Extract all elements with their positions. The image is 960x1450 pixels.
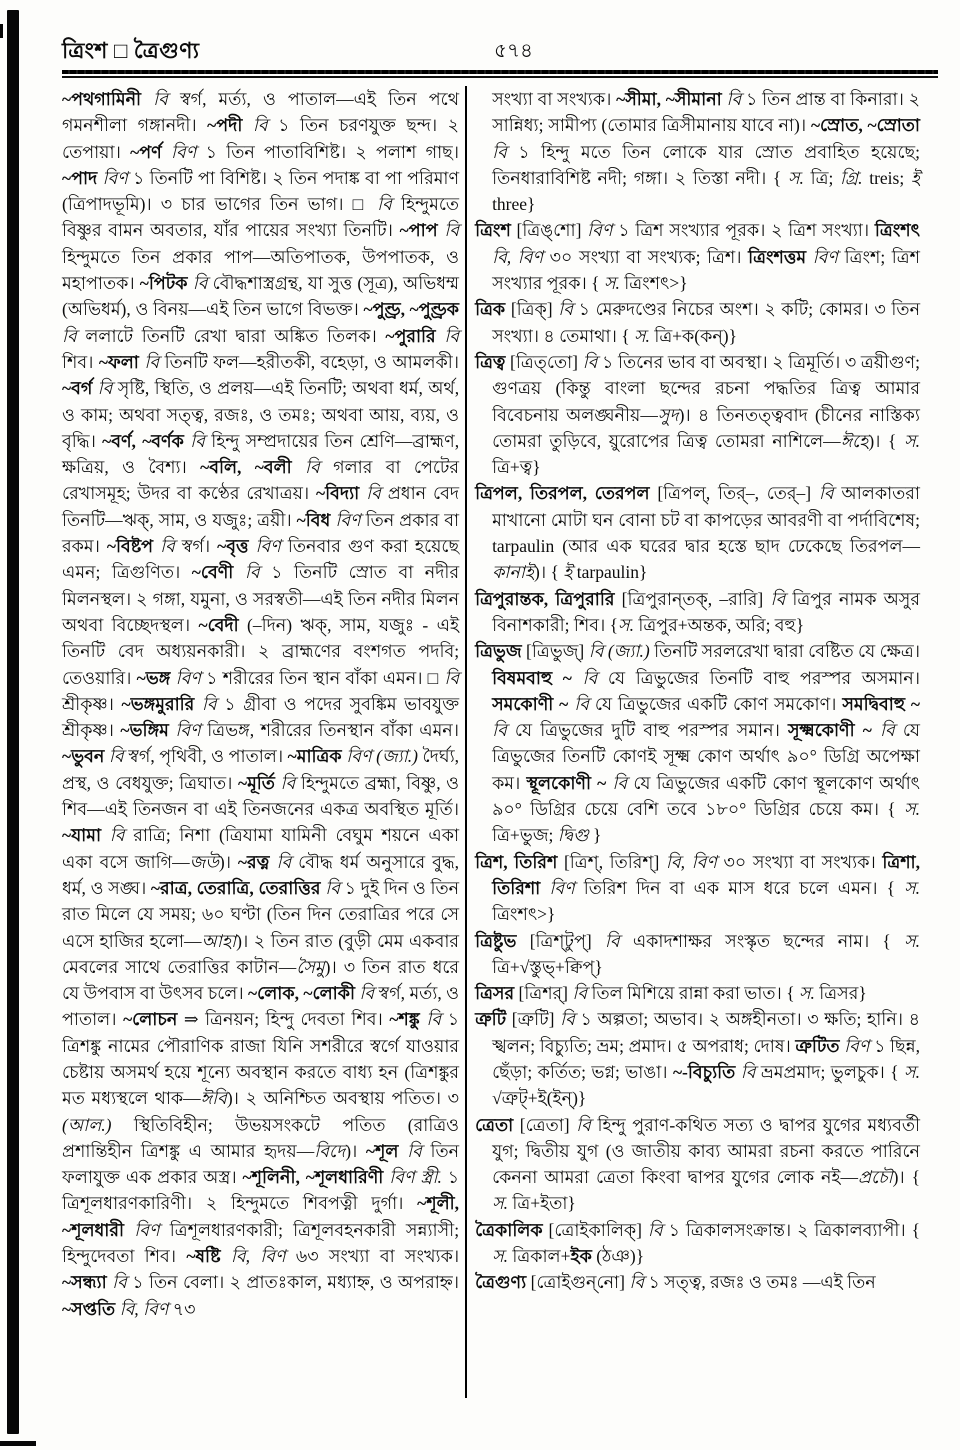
headword-text: ~বর্গ [62, 378, 98, 399]
page-title: ত্রিংশ □ ত্রৈগুণ্য [62, 38, 200, 63]
headword-text: ত্রিংশ [475, 220, 517, 241]
entry-text: বি [305, 457, 334, 478]
entry-text: বি [192, 273, 213, 294]
headword-text: ~বেদী [198, 614, 247, 635]
entry-text: [ত্রোইকালিক্] [548, 1219, 648, 1240]
entry-text: স. [634, 325, 655, 346]
entry-text: (ঠঞ)} [596, 1246, 645, 1267]
entry-text: ত্রিংশৎ>} [624, 273, 688, 294]
entry-text: [ত্রিপল্, তির্–, তের্–] [657, 483, 819, 504]
entry-text: [ত্রিঙ্‌শো] [516, 220, 588, 241]
entry-text: বি [492, 720, 515, 741]
entry-text: জউ [189, 851, 219, 872]
entry-text: )। { [868, 430, 905, 451]
entry-text: স্বর্গ, মর্ত্য, ও পাতাল। [62, 983, 460, 1030]
entry-text: বিদে [314, 1140, 346, 1161]
entry-text: ত্রিসর} [819, 983, 867, 1004]
entry-text: প্রধান বেদ তিনটি—ঋক্, সাম, ও যজুঃ; ত্রয়ী। [62, 483, 460, 530]
entry-text: আলকাতরা মাখানো মোটা ঘন বোনা চট বা কাপড়ের আবরণী বা পর্দাবিশেষ; tarpaulin (আর এক ঘরের দ্বার হস্তে ছাদ ঢেকেছে তিরপল— [492, 483, 920, 557]
entry-text: বি (জ্যা.) [588, 641, 655, 662]
headword-text: ~পুরারি [385, 325, 445, 346]
entry-text: তিনবার গুণ করা হয়েছে এমন; ত্রিগুণিত। [62, 536, 460, 583]
entry-text: তিন প্রকার বা রকম। [62, 509, 460, 557]
headword-text: ত্রিভুজ [475, 641, 527, 662]
entry-text: বি [770, 588, 793, 609]
dictionary-paragraph [475, 217, 920, 296]
entry-text: বি [560, 1009, 581, 1030]
entry-text: কানাই [492, 562, 535, 583]
headword-text: ত্রিপুরান্তক, ত্রিপুরারি [475, 588, 622, 609]
headword-text: ত্রৈকালিক [475, 1219, 549, 1240]
headword-text: ~বলি, ~বলী [200, 457, 306, 478]
entry-text: স্থিতিবিহীন; উভয়সংকটে পতিত (রাত্রিও প্রশান্তিহীন ত্রিশঙ্কু এ আমার হৃদয়— [62, 1114, 460, 1161]
entry-text: ত্রিপুর+অন্তক, অরি; বহু} [638, 614, 805, 635]
headword-text: ~-বিচ্যুতি [672, 1061, 741, 1082]
entry-text: বি [629, 1272, 649, 1293]
headword-text: ~ভঙ্গিম [120, 720, 176, 741]
entry-text: বি [582, 667, 608, 688]
headword-text: ~বেণী [191, 562, 245, 583]
headword-text: ~স্রোত, ~স্রোতা [810, 115, 920, 136]
entry-text: স্বর্গ। [181, 536, 218, 557]
entry-text: স. [787, 167, 811, 188]
entry-text: বিণ (জ্যা.) [346, 746, 423, 767]
entry-text: ত্রি+√স্তুভ্+ক্বিপ্} [492, 956, 603, 977]
headword-text: ত্রিশা, তিরিশা [492, 851, 921, 898]
entry-text: বি [572, 983, 592, 1004]
headword-text: ~শূলিনী, ~শূলধারিণী [242, 1167, 390, 1188]
entry-text: গলার বা পেটের রেখাসমূহ; উদর বা কণ্ঠের রেখাত্রয়। [62, 457, 460, 504]
headword-text: ~বৃত্ত [217, 536, 256, 557]
entry-text: )। ৩ তিন রাত ধরে যে উপবাস বা উৎসব চলে। [62, 956, 460, 1004]
entry-text: স. [618, 614, 639, 635]
entry-text: বি [612, 772, 634, 793]
headword-text: ~যামা [62, 825, 110, 846]
entry-text: যে ত্রিভুজের একটি কোণ স্থূলকোণ অর্থাৎ ৯০° ডিগ্রির চেয়ে বেশি তবে ১৮০° ডিগ্রির চেয়ে কম। { [492, 772, 921, 820]
headword-text: ~লোক, ~লোকী [248, 983, 360, 1004]
entry-text: বি [726, 89, 747, 109]
entry-text: [ত্রিশ্, তিরিশ্] [563, 851, 666, 872]
entry-text: বি [252, 115, 279, 136]
entry-text: ১ শরীরের তিন স্থান বাঁকা এমন। □ [206, 667, 445, 688]
entry-text: বি [576, 1114, 598, 1135]
right-column [475, 86, 920, 1398]
headword-text: ~শূলী, ~শূলধারী [62, 1193, 460, 1240]
entry-text: বি [582, 351, 602, 372]
entry-text: হিন্দুমতে তিন প্রকার পাপ—অতিপাতক, উপপাতক, ও মহাপাতক। [62, 246, 460, 294]
entry-text: ত্রিংশ; ত্রিশ সংখ্যার পূরক। { [492, 246, 920, 294]
headword-text: ~ভুবন [62, 746, 109, 767]
running-head [62, 34, 920, 70]
entry-text: যে ত্রিভুজের তিনটি বাহু পরস্পর অসমান। [607, 667, 921, 688]
dictionary-paragraph [475, 980, 920, 1006]
entry-text: ৬৩ সংখ্যা বা সংখ্যক। [295, 1246, 460, 1267]
headword-text: ত্রুটিত [795, 1035, 845, 1056]
entry-text: বি [276, 851, 299, 872]
entry-text: বি [444, 220, 460, 241]
headword-text: সমদ্বিবাহু ~ [842, 693, 921, 714]
entry-text: বি [112, 1272, 133, 1293]
entry-text: )। { [534, 562, 564, 583]
entry-text: ললাটে তিনটি রেখা দ্বারা অঙ্কিত তিলক। [85, 325, 386, 346]
entry-text: ঈহে [840, 430, 869, 451]
entry-text: ত্রি; [810, 167, 841, 188]
two-column-body [62, 86, 920, 1398]
entry-text: বি [444, 325, 460, 346]
entry-text: [ত্রিভুজ্] [526, 641, 589, 662]
headword-text: ~সপ্ততি [62, 1298, 120, 1319]
entry-text: স্বর্গ, পৃথিবী, ও পাতাল। [128, 746, 288, 767]
headword-text: ~পাদ [62, 167, 103, 188]
entry-text: রাত্রি; নিশা (ত্রিযামা যামিনী বেঘুম শয়নে একা একা বসে জাগি— [62, 825, 460, 872]
entry-text: বি [325, 877, 345, 898]
entry-text: শ্রীকৃষ্ণ। [62, 693, 122, 714]
entry-text: ত্রি+ভুজ; [492, 825, 558, 846]
header-rule-thick [62, 70, 938, 74]
entry-text: ১ তিনটি পা বিশিষ্ট। ২ তিন পদাঙ্ক বা পা পরিমাণ (ত্রিপাদভূমি)। ৩ চার ভাগের তিন ভাগ। □ [62, 167, 460, 215]
entry-text: যে ত্রিভুজের দুটি বাহু পরস্পর সমান। [514, 720, 788, 741]
entry-text: [ত্রেতা] [519, 1114, 577, 1135]
dictionary-paragraph [475, 1006, 920, 1111]
dictionary-paragraph [475, 1269, 920, 1295]
entry-text: সৈমু [296, 956, 325, 977]
headword-text: ~পাপ [399, 220, 445, 241]
entry-text: বিণ [134, 1219, 170, 1240]
headword-text: সমকোণী ~ [492, 693, 575, 714]
headword-text: ~বর্ণ, ~বর্ণক [102, 430, 191, 451]
entry-text: ত্রিংশৎ>} [492, 904, 556, 925]
entry-text: বি [62, 325, 86, 346]
entry-text: } [593, 825, 602, 846]
dictionary-paragraph [62, 86, 459, 1322]
headword-text: ~পিটক [139, 273, 193, 294]
entry-text: স. [904, 930, 920, 951]
headword-text: ~ষষ্টি [186, 1246, 231, 1267]
column-divider-rule [465, 86, 467, 1398]
headword-text: ~শঙ্কু [389, 1009, 427, 1030]
entry-text: স. [904, 877, 920, 898]
dictionary-paragraph [475, 638, 920, 848]
entry-text: ১ তিন বেলা। ২ প্রাতঃকাল, মধ্যাহ্ন, ও অপরাহ্ন। [132, 1272, 460, 1293]
entry-text: ১ তিনটি স্রোত বা নদীর মিলনস্থল। ২ গঙ্গা, যমুনা, ও সরস্বতী—এই তিন নদীর মিলন অথবা বিচ্ছেদস্থল। [62, 562, 460, 635]
headword-text: ~সীমা, ~সীমানা [616, 89, 727, 109]
headword-text: ~মাত্রিক [287, 746, 347, 767]
headword-text: ~পথগামিনী [62, 89, 154, 109]
entry-text: ভ্রমপ্রমাদ; ভুলচুক। { [760, 1061, 905, 1082]
entry-text: একাদশাক্ষর সংস্কৃত ছন্দের নাম। { [632, 930, 905, 951]
headword-text: ইক [570, 1246, 597, 1267]
entry-text: বিণ [175, 667, 207, 688]
entry-text: বি [377, 194, 401, 215]
entry-text: বি [818, 483, 842, 504]
entry-text: বিণ [255, 536, 288, 557]
headword-text: ত্রিত্ব [475, 351, 511, 372]
entry-text: শিব। [62, 351, 99, 372]
headword-text: ত্রিষ্টুভ [475, 930, 530, 951]
entry-text: ত্রিশূলধারণকারী; ত্রিশূলবহনকারী সন্ন্যাসী; হিন্দুদেবতা শিব। [62, 1219, 460, 1267]
entry-text: ১ তিন প্রান্ত বা কিনারা। ২ সান্নিধ্য; সামীপ্য (তোমার ত্রিসীমানায় যাবে না)। [492, 89, 920, 136]
entry-text: যে ত্রিভুজের তিনটি কোণই সূক্ষ্ম কোণ অর্থাৎ ৯০° ডিগ্রি অপেক্ষা কম। [492, 720, 920, 793]
entry-text: ই [910, 167, 920, 188]
scan-binding-bar-foot [0, 1441, 36, 1446]
entry-text: বিণ [549, 877, 584, 898]
headword-text: ত্রৈগুণ্য [475, 1272, 531, 1293]
entry-text: বি [108, 746, 129, 767]
entry-text: স. [904, 1061, 920, 1082]
entry-text: বিণ [812, 246, 845, 267]
entry-text: বি [244, 562, 272, 583]
entry-text: হিন্দুমতে বিষ্ণুর বামন অবতার, যাঁর পায়ের সংখ্যা তিনটি। [62, 194, 460, 241]
headword-text: ত্রিপল, তিরপল, তেরপল [475, 483, 658, 504]
dictionary-paragraph [475, 849, 920, 928]
headword-text: ত্রুটি [475, 1009, 512, 1030]
entry-text: বিণ [844, 1035, 875, 1056]
entry-text: আহা [201, 930, 237, 951]
entry-text: বি [153, 89, 180, 109]
headword-text: ত্রিসর [475, 983, 519, 1004]
entry-text: বি [492, 141, 519, 162]
headword-text: ~ফলা [98, 351, 145, 372]
entry-text: বৌদ্ধ ধর্ম অনুসারে বুদ্ধ, ধর্ম, ও সঙ্ঘ। [62, 851, 460, 898]
dictionary-paragraph [475, 586, 920, 639]
dictionary-paragraph [475, 1112, 920, 1217]
entry-text: ১ সত্ত্ব, রজঃ ও তমঃ —এই তিন [648, 1272, 876, 1293]
entry-text: তিনটি ফল—হরীতকী, বহেড়া, ও আমলকী। [164, 351, 460, 372]
entry-text: বি [407, 1140, 431, 1161]
entry-text: সংখ্যা বা সংখ্যক। [492, 89, 617, 109]
headword-text: ~বিষ্টপ [106, 536, 161, 557]
entry-text: বি [190, 430, 212, 451]
entry-text: বি [160, 536, 182, 557]
entry-text: [ত্রিপুরান্‌তক্, –রারি] [621, 588, 771, 609]
entry-text: ⇒ ত্রিনয়ন; হিন্দু দেবতা শিব। [183, 1009, 390, 1030]
entry-text: ৭৩ [172, 1298, 196, 1319]
entry-text: বি [647, 1219, 669, 1240]
entry-text: বি [201, 693, 225, 714]
entry-text: তিল মিশিয়ে রান্না করা ভাত। { [591, 983, 799, 1004]
entry-text: তিনটি সরলরেখা দ্বারা বেষ্টিত যে ক্ষেত্র। [654, 641, 920, 662]
entry-text: বিণ স্ত্রী. [389, 1167, 448, 1188]
entry-text: স. [798, 983, 820, 1004]
headword-text: ~বিধ [296, 509, 336, 530]
entry-text: সুদ [657, 404, 679, 425]
entry-text: )। [345, 1140, 366, 1161]
entry-text: স. [492, 1193, 513, 1214]
entry-text: বি [97, 378, 118, 399]
dictionary-paragraph [475, 86, 920, 217]
dictionary-paragraph [475, 928, 920, 981]
entry-text: [ত্রিক্] [510, 299, 559, 320]
entry-text: বি [280, 772, 301, 793]
entry-text: (আল.) [62, 1114, 134, 1135]
page-number: ৫৭৪ [494, 40, 533, 62]
headword-text: স্থূলকোণী ~ [526, 772, 613, 793]
entry-text: বি [574, 693, 595, 714]
dictionary-paragraph [475, 349, 920, 480]
entry-text: ত্রিকাল+ [512, 1246, 571, 1267]
entry-text: বিণ [170, 141, 206, 162]
entry-text: [ত্রোইগুন্‌নো] [530, 1272, 630, 1293]
entry-text: three} [492, 194, 536, 215]
entry-text: tarpaulin} [576, 562, 648, 583]
entry-text: বি [879, 720, 903, 741]
headword-text: ~ভঙ্গমুরারি [121, 693, 202, 714]
entry-text: √ত্রুট্+ই(ইন্)} [492, 1088, 587, 1109]
entry-text: হিন্দুমতে ব্রহ্মা, বিষ্ণু, ও শিব—এই তিনজন বা এই তিনজনের একত্র অবস্থিত মূর্তি। [62, 772, 460, 820]
entry-text: বি [558, 299, 579, 320]
entry-text: বিণ [102, 167, 134, 188]
entry-text: বিণ [335, 509, 366, 530]
entry-text: বি [109, 825, 134, 846]
headword-text: ~রত্ন [237, 851, 277, 872]
entry-text: স. [904, 799, 920, 820]
entry-text: )। { [892, 1167, 920, 1188]
entry-text: বি [359, 983, 379, 1004]
entry-text: বি [366, 483, 388, 504]
entry-text: বিণ [587, 220, 619, 241]
entry-text: ত্রিভঙ্গ, শরীরের তিনস্থান বাঁকা এমন। [207, 720, 460, 741]
entry-text: তিন ফলাযুক্ত এক প্রকার অস্ত্র। [62, 1140, 460, 1188]
headword-text: ~পদী [207, 115, 253, 136]
entry-text: )। ৪ তিনতত্ত্ববাদ (চীনের নাস্তিক্য তোমরা তুড়িবে, য়ুরোপের ত্রিত্ব তোমরা নাশিলে— [492, 404, 920, 451]
headword-text: ~লোচন [123, 1009, 184, 1030]
entry-text: ১ ত্রিকালসংক্রান্ত। ২ ত্রিকালব্যাপী। { [668, 1219, 921, 1240]
entry-text: ১ ত্রিশূলধারণকারিণী। ২ হিন্দুমতে শিবপত্নী দুর্গা। [62, 1167, 460, 1214]
headword-text: ত্রেতা [475, 1114, 520, 1135]
entry-text: ১ দুই দিন ও তিন রাত মিলে যে সময়; ৬০ ঘণ্টা (তিন দিন তেরাত্রির পরে সে এসে হাজির হলো— [62, 877, 460, 951]
entry-text: [ত্রুটি] [511, 1009, 561, 1030]
entry-text: ১ হিন্দু মতে তিন লোকে যার স্রোত প্রবাহিত হয়েছে; তিনধারাবিশিষ্ট নদী; গঙ্গা। ২ তিস্তা নদী। { [492, 141, 920, 188]
entry-text: প্রচৌ [858, 1167, 893, 1188]
headword-text: ত্রিক [475, 299, 511, 320]
headword-text: ~মূর্তি [237, 772, 281, 793]
entry-text: বৌদ্ধশাস্ত্রগ্রন্থ, যা সুত্ত (সূত্র), অভিধম্ম (অভিধর্ম), ও বিনয়—এই তিন ভাগে বিভক্ত। [62, 273, 460, 320]
entry-text: ত্রি+ক(কন্)} [654, 325, 738, 346]
headword-text: সূক্ষ্মকোণী ~ [787, 720, 880, 741]
entry-text: ৩০ সংখ্যা বা সংখ্যক। [723, 851, 883, 872]
entry-text: যে ত্রিভুজের একটি কোণ সমকোণ। [594, 693, 843, 714]
entry-text: দ্বিগু [557, 825, 594, 846]
dictionary-paragraph [475, 480, 920, 585]
entry-text: ৩০ সংখ্যা বা সংখ্যক; ত্রিশ। [549, 246, 749, 267]
entry-text: বি [444, 667, 460, 688]
entry-text: [ত্রিত্‌তো] [510, 351, 583, 372]
entry-text: (–দিন) ঋক্, সাম, যজুঃ - এই তিনটি বেদ অধ্যয়নকারী। ২ ব্রাহ্মণের বংশগত পদবি; তেওয়ারি। [62, 614, 460, 688]
entry-text: হিন্দু সম্প্রদায়ের তিন শ্রেণি—ব্রাহ্মণ, ক্ষত্রিয়, ও বৈশ্য। [62, 430, 460, 478]
entry-text: ত্রি+ইতা} [512, 1193, 576, 1214]
entry-text: বি [604, 930, 633, 951]
entry-text: treis; [869, 167, 911, 188]
entry-text: [ত্রিশ্‌টুপ্] [529, 930, 605, 951]
headword-text: ~পর্ণ [130, 141, 171, 162]
entry-text: বি, বিণ [492, 246, 550, 267]
headword-text: ~বিদ্যা [316, 483, 367, 504]
headword-text: ত্রিংশৎ [874, 220, 920, 241]
entry-text: ১ অল্পতা; অভাব। ২ অঙ্গহীনতা। ৩ ক্ষতি; হানি। ৪ স্খলন; বিচ্যুতি; ভ্রম; প্রমাদ। ৫ অপরাধ; দোষ। [492, 1009, 921, 1056]
entry-text: তিরিশ দিন বা এক মাস ধরে চলে এমন। { [583, 877, 905, 898]
entry-text: )। ২ অনিশ্চিত অবস্থায় পতিত। ৩ [226, 1088, 460, 1109]
entry-text: ই [563, 562, 577, 583]
entry-text: ১ তিন পাতাবিশিষ্ট। ২ পলাশ গাছ। [205, 141, 460, 162]
entry-text: বি [144, 351, 165, 372]
entry-text: দৈর্ঘ্য, প্রস্থ, ও বেধযুক্ত; ত্রিঘাত। [62, 746, 460, 793]
entry-text: স. [492, 1246, 513, 1267]
entry-text: স. [603, 273, 625, 294]
headword-text: ত্রিশ, তিরিশ [475, 851, 564, 872]
dictionary-paragraph [475, 296, 920, 349]
entry-text: ১ তিন চরণযুক্ত ছন্দ। ২ তেপায়া। [62, 115, 460, 162]
entry-text: হিন্দু পুরাণ-কথিত সত্য ও দ্বাপর যুগের মধ্যবর্তী যুগ; দ্বিতীয় যুগ (ও জাতীয় কাব্য আমরা রচনা করতে পারিনে কেননা আমরা ত্রেতা কিংবা দ্বাপর যুগের লোক নই— [492, 1114, 920, 1188]
entry-text: বি, বিণ [119, 1298, 173, 1319]
headword-text: ~রাত্র, তেরাত্রি, তেরাত্তির [150, 877, 326, 898]
entry-text: ১ মেরুদণ্ডের নিচের অংশ। ২ কটি; কোমর। ৩ তিন সংখ্যা। ৪ তেমাথা। { [492, 299, 921, 346]
headword-text: বিষমবাহু ~ [492, 667, 583, 688]
entry-text: সৃষ্টি, স্থিতি, ও প্রলয়—এই তিনটি; অথবা ধর্ম, অর্থ, ও কাম; অথবা সত্ত্ব, রজঃ, ও তমঃ; অথবা আয়, ব্যয়, ও বৃদ্ধি। [62, 378, 460, 451]
entry-text: বিণ [175, 720, 208, 741]
dictionary-paragraph [475, 1217, 920, 1270]
entry-text: ১ ত্রিশঙ্কু নামের পৌরাণিক রাজা যিনি সশরীরে স্বর্গে যাওয়ার চেষ্টায় অসমর্থ হয়ে শূন্যে অবস্থান করতে বাধ্য হন (ত্রিশঙ্কুর মত মধ্যস্থলে থাক— [62, 1009, 460, 1109]
entry-text: ১ তিনের ভাব বা অবস্থা। ২ ত্রিমূর্তি। ৩ ত্রয়ীগুণ; গুণত্রয় (কিন্তু বাংলা ছন্দের রচনা পদ্ধতির ত্রিত্ব আমার বিবেচনায় অলঙ্ঘনীয়— [492, 351, 921, 425]
entry-text: )। ২ তিন রাত (বুড়ী মেম একবার মেবলের সাথে তেরাত্তির কাটান— [62, 930, 460, 977]
entry-text: বি, বিণ [665, 851, 724, 872]
entry-text: )। [218, 851, 238, 872]
entry-text: গ্রি. [840, 167, 870, 188]
entry-text: [ত্রিশর্] [518, 983, 573, 1004]
headword-text: ~শূল [365, 1140, 408, 1161]
headword-text: ~পুণ্ড্র, ~পুণ্ড্রক [363, 299, 460, 320]
entry-text: বি, বিণ [230, 1246, 296, 1267]
left-column [62, 86, 459, 1398]
entry-text: ত্রি+ত্ব} [492, 457, 541, 478]
entry-text: স্বর্গ, মর্ত্য, ও পাতাল—এই তিন পথে গমনশীলা গঙ্গানদী। [62, 89, 460, 136]
entry-text: ১ ছিন্ন, ছেঁড়া; কর্তিত; ভগ্ন; ভাঙা। [492, 1035, 920, 1082]
entry-text: ঈবি [200, 1088, 227, 1109]
headword-text: ~সন্ধ্যা [62, 1272, 113, 1293]
entry-text: স. [904, 430, 920, 451]
header-rule-thin [62, 76, 938, 78]
entry-text: ১ গ্রীবা ও পদের সুবঙ্কিম ভাবযুক্ত শ্রীকৃষ্ণ। [62, 693, 460, 741]
headword-text: ~ভঙ্গ [136, 667, 176, 688]
entry-text: বি [426, 1009, 448, 1030]
entry-text: বি [740, 1061, 761, 1082]
entry-text: ত্রিপুর নামক অসুর বিনাশকারী; শিব। { [492, 588, 920, 635]
entry-text: ১ ত্রিশ সংখ্যার পূরক। ২ ত্রিশ সংখ্যা। [618, 220, 875, 241]
headword-text: ত্রিংশত্তম [748, 246, 813, 267]
